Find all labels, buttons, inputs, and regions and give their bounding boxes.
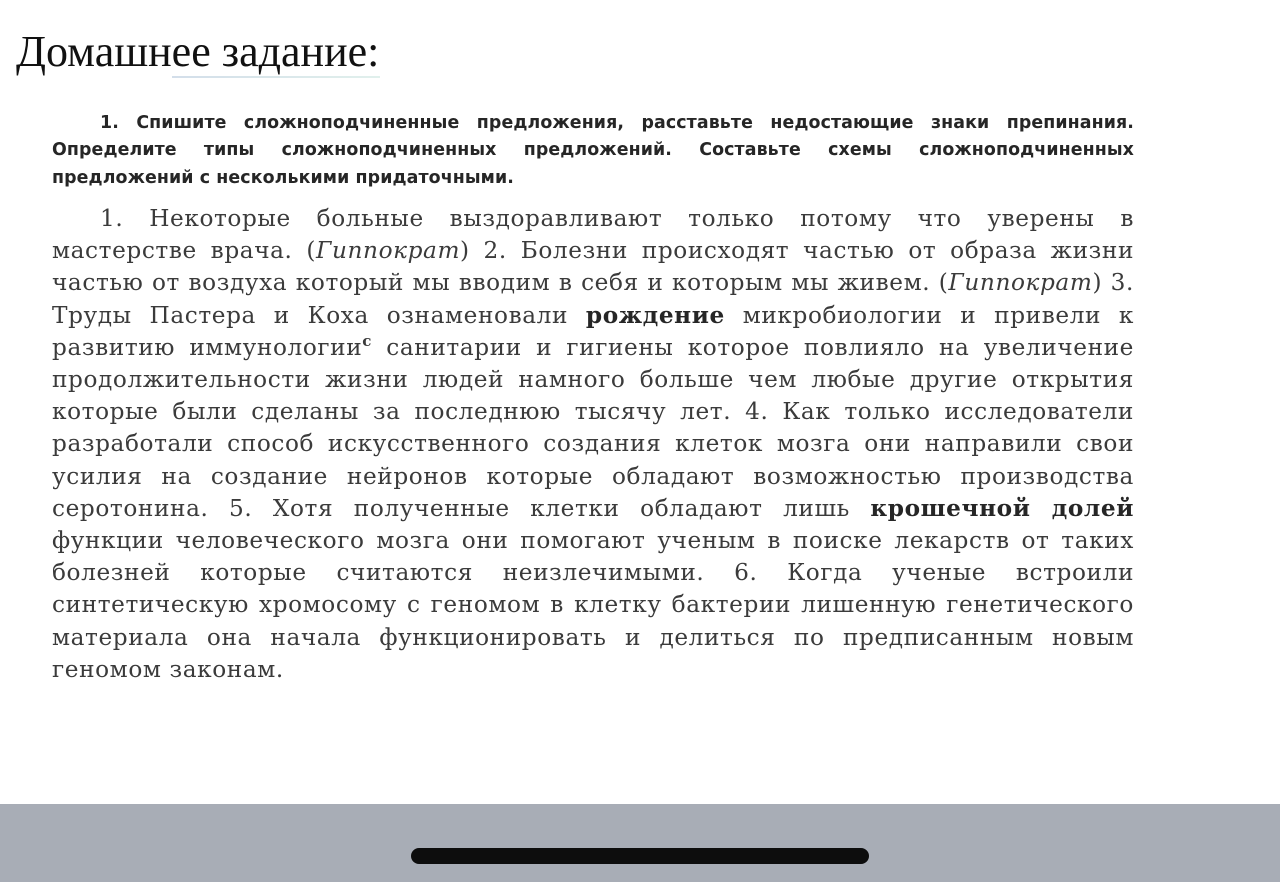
exercise-segment: функции человеческого мозга они помогают ученым в поиске лекарств от таких болезней которые считаются неизлечимыми. 6. Когда ученые встроили синтетическую хромосому с геномом в клетку бактерии лишенную генетического материала она начала функционировать и делиться по предписанным новым геномом законам. xyxy=(52,527,1134,683)
exercise-segment: ) 2. Болезни происходят частью от образа жизни частью от воздуха который мы вводим в себя и которым мы живем. ( xyxy=(52,237,1135,297)
bottom-bar xyxy=(0,804,1280,882)
bold-word: крошечной долей xyxy=(870,494,1134,522)
exercise-text xyxy=(52,203,1134,686)
page-title: Домашнее задание: xyxy=(16,27,380,76)
exercise-segment: 1. Некоторые больные выздоравливают только потому что уверены в мастерстве врача. ( xyxy=(52,205,1134,265)
title-underline xyxy=(172,76,380,78)
exercise-segment: ) 3. Труды Пастера и Коха ознаменовали xyxy=(52,269,1134,329)
handwritten-mark: с xyxy=(362,331,373,350)
exercise-segment: санитарии и гигиены которое повлияло на увеличение продолжительности жизни людей намного больше чем любые другие открытия которые были сделаны за последнюю тысячу лет. 4. Как только исследователи разработали способ искусственного создания клеток мозга они направили свои усилия на создание нейронов которые обладают возможностью производства серотонина. 5. Хотя полученные клетки обладают лишь xyxy=(52,333,1134,522)
author-name: Гиппократ xyxy=(948,269,1093,297)
task-instruction: 1. Спишите сложноподчиненные предложения, расставьте недостающие знаки препинания. Определите типы сложноподчиненных предложений. Составьте схемы сложноподчиненных предложений с несколькими придаточными. xyxy=(52,113,1134,188)
bold-word: рождение xyxy=(585,301,725,329)
home-indicator[interactable] xyxy=(411,848,869,864)
author-name: Гиппократ xyxy=(316,237,461,265)
exercise-segment: микробиологии и привели к развитию иммунологии xyxy=(52,301,1134,361)
